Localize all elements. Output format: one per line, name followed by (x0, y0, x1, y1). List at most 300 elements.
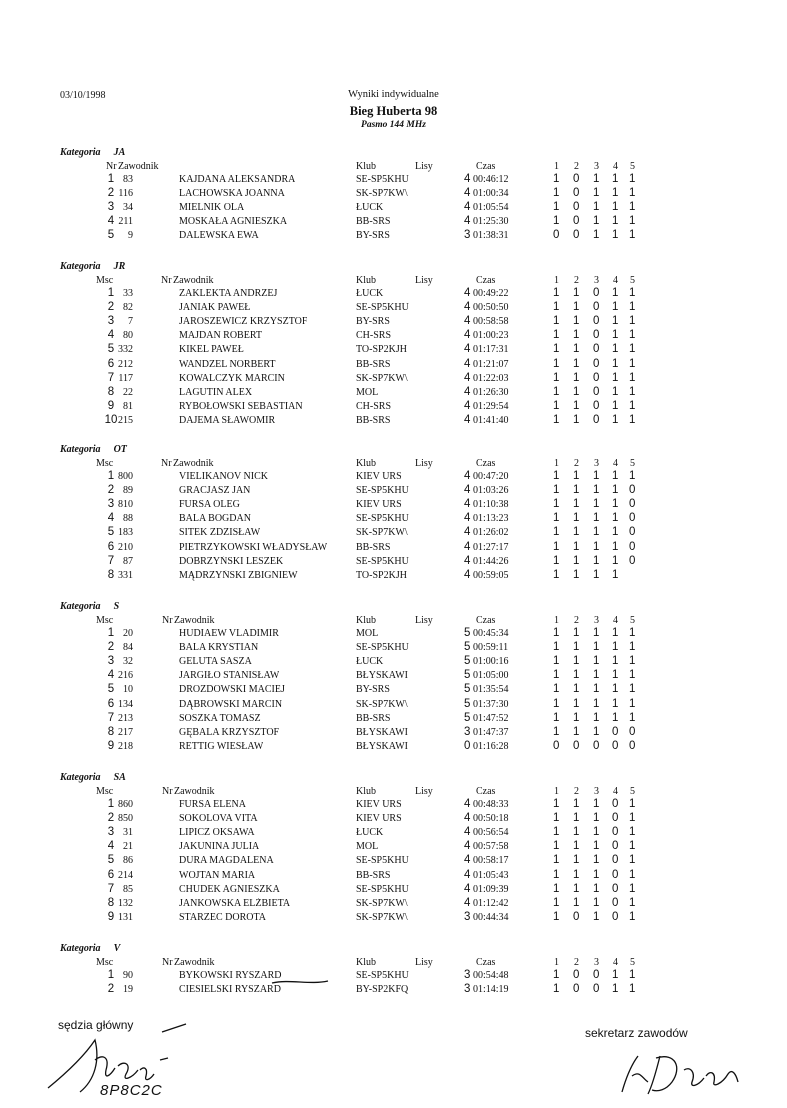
row-name: PIETRZYKOWSKI WŁADYSŁAW (179, 541, 328, 553)
row-fox-5: 1 (629, 215, 636, 228)
row-time: 01:14:19 (473, 984, 509, 996)
row-foxes-count: 4 (464, 840, 471, 853)
col-header-fox-2: 2 (574, 161, 579, 172)
row-fox-4: 1 (612, 969, 619, 981)
col-header-fox-3: 3 (594, 786, 599, 797)
row-fox-5: 1 (629, 413, 636, 426)
row-fox-5: 1 (629, 969, 636, 981)
row-fox-3: 1 (593, 655, 600, 668)
row-fox-5: 1 (629, 882, 636, 895)
row-foxes-count: 4 (464, 287, 471, 299)
col-header-nr: Nr (162, 957, 173, 968)
row-foxes-count: 4 (464, 854, 471, 867)
row-fox-1: 1 (553, 725, 560, 738)
row-fox-2: 1 (573, 868, 580, 881)
row-name: RYBOŁOWSKI SEBASTIAN (179, 400, 303, 412)
row-fox-2: 1 (573, 498, 580, 511)
row-fox-4: 1 (612, 357, 619, 370)
row-fox-3: 0 (593, 371, 600, 384)
col-header-lisy: Lisy (415, 161, 433, 172)
row-club: BB-SRS (356, 216, 391, 228)
row-time: 01:44:26 (473, 555, 509, 567)
row-fox-3: 0 (593, 385, 600, 398)
row-fox-2: 1 (573, 540, 580, 553)
row-time: 01:16:28 (473, 740, 509, 752)
row-time: 01:00:16 (473, 656, 509, 668)
row-place: 7 (107, 371, 115, 384)
row-name: JANIAK PAWEŁ (179, 302, 251, 314)
row-number: 87 (123, 555, 133, 567)
row-foxes-count: 4 (464, 215, 471, 228)
row-fox-3: 1 (593, 896, 600, 909)
row-fox-2: 1 (573, 683, 580, 696)
row-time: 01:03:26 (473, 485, 509, 497)
col-header-fox-4: 4 (613, 161, 618, 172)
row-fox-3: 1 (593, 484, 600, 497)
row-name: LACHOWSKA JOANNA (179, 188, 285, 200)
row-name: KAJDANA ALEKSANDRA (179, 174, 296, 185)
row-fox-3: 1 (593, 173, 600, 185)
row-place: 2 (107, 301, 115, 314)
row-fox-4: 1 (612, 343, 619, 356)
row-club: SE-SP5KHU (356, 513, 409, 525)
row-club: ŁUCK (356, 202, 384, 214)
row-name: BYKOWSKI RYSZARD (179, 970, 282, 981)
row-fox-1: 1 (553, 683, 560, 696)
row-fox-5: 1 (629, 371, 636, 384)
report-date: 03/10/1998 (60, 90, 106, 101)
row-fox-1: 1 (553, 840, 560, 853)
row-fox-4: 1 (612, 568, 619, 581)
row-fox-1: 1 (553, 484, 560, 497)
col-header-zawodnik: Zawodnik (173, 458, 214, 469)
row-fox-2: 1 (573, 399, 580, 412)
report-subtitle: Pasmo 144 MHz (361, 120, 426, 130)
row-time: 01:05:00 (473, 670, 509, 682)
col-header-klub: Klub (356, 458, 376, 469)
row-club: TO-SP2KJH (356, 344, 407, 356)
row-name: SOKOLOVA VITA (179, 813, 258, 825)
row-place: 9 (107, 739, 115, 752)
row-place: 1 (107, 969, 115, 981)
row-place: 3 (107, 201, 115, 214)
row-fox-2: 0 (573, 910, 580, 923)
row-name: DALEWSKA EWA (179, 230, 259, 242)
row-fox-5: 1 (629, 627, 636, 639)
category-title (60, 444, 127, 455)
row-number: 22 (123, 386, 133, 398)
row-fox-2: 1 (573, 512, 580, 525)
row-number: 84 (123, 642, 133, 654)
row-name: KOWALCZYK MARCIN (179, 372, 285, 384)
row-foxes-count: 4 (464, 357, 471, 370)
row-club: SE-SP5KHU (356, 555, 409, 567)
row-time: 00:47:20 (473, 471, 509, 482)
row-name: DROZDOWSKI MACIEJ (179, 684, 285, 696)
row-foxes-count: 4 (464, 399, 471, 412)
row-number: 212 (118, 358, 133, 370)
col-header-lisy: Lisy (415, 786, 433, 797)
row-fox-4: 1 (612, 711, 619, 724)
row-fox-1: 1 (553, 896, 560, 909)
row-fox-1: 0 (553, 739, 560, 752)
row-fox-4: 1 (612, 983, 619, 996)
row-fox-5: 1 (629, 329, 636, 342)
col-header-klub: Klub (356, 957, 376, 968)
col-header-lisy: Lisy (415, 957, 433, 968)
row-fox-4: 0 (612, 882, 619, 895)
row-fox-5: 1 (629, 826, 636, 839)
row-fox-1: 1 (553, 399, 560, 412)
row-name: BALA KRYSTIAN (179, 642, 259, 654)
row-fox-5: 0 (629, 540, 636, 553)
row-place: 1 (107, 173, 115, 185)
row-fox-2: 1 (573, 641, 580, 654)
row-fox-4: 1 (612, 187, 619, 200)
row-fox-4: 1 (612, 315, 619, 328)
category-label: Kategoria (60, 601, 101, 612)
row-number: 213 (118, 712, 133, 724)
row-fox-4: 0 (612, 910, 619, 923)
row-fox-4: 1 (612, 229, 619, 242)
row-fox-1: 1 (553, 540, 560, 553)
row-fox-1: 1 (553, 983, 560, 996)
row-club: BY-SRS (356, 684, 390, 696)
row-number: 90 (123, 970, 133, 981)
secretary-signature (612, 1048, 752, 1100)
row-fox-5: 1 (629, 812, 636, 825)
row-fox-2: 1 (573, 840, 580, 853)
judge-label: sędzia główny (58, 1018, 134, 1032)
row-fox-4: 0 (612, 812, 619, 825)
row-fox-3: 1 (593, 910, 600, 923)
row-fox-4: 0 (612, 798, 619, 810)
category-title (60, 261, 125, 272)
row-fox-1: 1 (553, 641, 560, 654)
row-place: 4 (107, 329, 115, 342)
row-fox-3: 1 (593, 812, 600, 825)
row-fox-4: 1 (612, 641, 619, 654)
row-number: 117 (118, 372, 133, 384)
row-fox-1: 1 (553, 969, 560, 981)
row-club: KIEV URS (356, 471, 402, 482)
row-number: 218 (118, 740, 133, 752)
row-place: 2 (107, 641, 115, 654)
col-header-czas: Czas (476, 786, 496, 797)
row-place: 1 (107, 287, 115, 299)
row-place: 6 (107, 868, 115, 881)
row-fox-5: 1 (629, 655, 636, 668)
row-fox-1: 1 (553, 315, 560, 328)
row-place: 8 (107, 568, 115, 581)
row-number: 134 (118, 698, 133, 710)
row-place: 2 (107, 812, 115, 825)
row-fox-3: 1 (593, 540, 600, 553)
row-fox-5: 1 (629, 357, 636, 370)
row-fox-3: 0 (593, 413, 600, 426)
row-place: 7 (107, 711, 115, 724)
col-header-fox-3: 3 (594, 957, 599, 968)
row-fox-4: 1 (612, 512, 619, 525)
row-fox-1: 1 (553, 669, 560, 682)
row-place: 6 (107, 697, 115, 710)
row-club: SE-SP5KHU (356, 485, 409, 497)
row-fox-5: 1 (629, 187, 636, 200)
col-header-fox-5: 5 (630, 458, 635, 469)
row-foxes-count: 4 (464, 301, 471, 314)
row-fox-2: 1 (573, 329, 580, 342)
row-foxes-count: 4 (464, 512, 471, 525)
row-fox-3: 1 (593, 512, 600, 525)
row-fox-2: 0 (573, 229, 580, 242)
row-name: WANDZEL NORBERT (179, 358, 276, 370)
col-header-fox-5: 5 (630, 786, 635, 797)
row-fox-5: 1 (629, 711, 636, 724)
col-header-czas: Czas (476, 957, 496, 968)
row-number: 210 (118, 541, 133, 553)
row-fox-2: 1 (573, 484, 580, 497)
row-fox-3: 1 (593, 229, 600, 242)
row-foxes-count: 5 (464, 641, 471, 654)
row-foxes-count: 3 (464, 983, 471, 996)
row-name: SOSZKA TOMASZ (179, 712, 261, 724)
col-header-msc: Msc (96, 275, 114, 286)
row-fox-1: 1 (553, 215, 560, 228)
row-time: 00:45:34 (473, 628, 509, 639)
row-time: 01:00:23 (473, 330, 509, 342)
row-fox-3: 1 (593, 683, 600, 696)
row-fox-2: 1 (573, 371, 580, 384)
row-club: SK-SP7KW\ (356, 527, 408, 539)
row-foxes-count: 3 (464, 725, 471, 738)
row-club: SE-SP5KHU (356, 642, 409, 654)
row-fox-3: 0 (593, 739, 600, 752)
row-fox-1: 1 (553, 470, 560, 482)
row-time: 01:13:23 (473, 513, 509, 525)
col-header-fox-3: 3 (594, 458, 599, 469)
row-place: 7 (107, 554, 115, 567)
row-club: BŁYSKAWI (356, 740, 408, 752)
col-header-msc: Msc (96, 957, 114, 968)
row-fox-3: 1 (593, 868, 600, 881)
row-foxes-count: 4 (464, 554, 471, 567)
report-title: Bieg Huberta 98 (349, 104, 438, 118)
row-foxes-count: 4 (464, 173, 471, 185)
row-foxes-count: 4 (464, 343, 471, 356)
row-place: 4 (107, 215, 115, 228)
row-place: 2 (107, 187, 115, 200)
col-header-czas: Czas (476, 161, 496, 172)
row-fox-5: 1 (629, 983, 636, 996)
row-fox-2: 1 (573, 697, 580, 710)
row-club: SE-SP5KHU (356, 855, 409, 867)
col-header-czas: Czas (476, 275, 496, 286)
row-fox-5: 1 (629, 840, 636, 853)
row-fox-3: 1 (593, 669, 600, 682)
row-fox-1: 1 (553, 512, 560, 525)
col-header-msc: Msc (96, 786, 114, 797)
row-time: 00:48:33 (473, 799, 509, 810)
row-fox-3: 0 (593, 315, 600, 328)
row-place: 4 (107, 669, 115, 682)
col-header-nr: Nr (162, 786, 173, 797)
row-fox-4: 1 (612, 470, 619, 482)
row-time: 00:50:18 (473, 813, 509, 825)
row-foxes-count: 4 (464, 187, 471, 200)
row-fox-1: 1 (553, 371, 560, 384)
row-name: JANKOWSKA ELŻBIETA (179, 897, 291, 909)
row-time: 01:26:02 (473, 527, 509, 539)
row-name: BALA BOGDAN (179, 513, 251, 525)
row-time: 01:12:42 (473, 897, 509, 909)
row-club: SK-SP7KW\ (356, 188, 408, 200)
col-header-fox-4: 4 (613, 786, 618, 797)
row-fox-3: 0 (593, 399, 600, 412)
col-header-fox-2: 2 (574, 458, 579, 469)
row-fox-1: 1 (553, 554, 560, 567)
row-club: MOL (356, 841, 379, 853)
row-fox-3: 1 (593, 568, 600, 581)
row-time: 00:59:05 (473, 569, 509, 581)
row-foxes-count: 4 (464, 868, 471, 881)
category-title (60, 943, 120, 954)
row-time: 00:58:17 (473, 855, 509, 867)
row-fox-5: 1 (629, 229, 636, 242)
col-header-fox-5: 5 (630, 615, 635, 626)
row-fox-3: 1 (593, 697, 600, 710)
col-header-klub: Klub (356, 786, 376, 797)
row-fox-4: 1 (612, 413, 619, 426)
row-name: GĘBALA KRZYSZTOF (179, 726, 280, 738)
row-fox-5: 1 (629, 798, 636, 810)
row-fox-5: 1 (629, 896, 636, 909)
row-fox-2: 1 (573, 568, 580, 581)
row-time: 00:46:12 (473, 174, 509, 185)
row-place: 4 (107, 512, 115, 525)
col-header-fox-1: 1 (554, 786, 559, 797)
row-time: 01:05:54 (473, 202, 509, 214)
row-fox-3: 1 (593, 840, 600, 853)
row-foxes-count: 4 (464, 484, 471, 497)
row-club: BŁYSKAWI (356, 670, 408, 682)
row-fox-5: 1 (629, 854, 636, 867)
row-number: 216 (118, 670, 133, 682)
row-name: JAROSZEWICZ KRZYSZTOF (179, 316, 308, 328)
row-fox-1: 1 (553, 301, 560, 314)
row-time: 00:54:48 (473, 970, 509, 981)
row-fox-3: 0 (593, 329, 600, 342)
row-fox-3: 1 (593, 498, 600, 511)
col-header-lisy: Lisy (415, 458, 433, 469)
row-foxes-count: 5 (464, 655, 471, 668)
row-foxes-count: 3 (464, 969, 471, 981)
row-fox-4: 0 (612, 840, 619, 853)
row-fox-4: 1 (612, 399, 619, 412)
row-name: DURA MAGDALENA (179, 855, 274, 867)
col-header-fox-3: 3 (594, 615, 599, 626)
row-time: 01:22:03 (473, 372, 509, 384)
row-place: 3 (107, 826, 115, 839)
row-fox-2: 1 (573, 357, 580, 370)
row-club: TO-SP2KJH (356, 569, 407, 581)
col-header-nr: Nr (106, 161, 117, 172)
row-number: 214 (118, 869, 133, 881)
row-foxes-count: 5 (464, 697, 471, 710)
row-fox-2: 1 (573, 826, 580, 839)
row-fox-2: 1 (573, 798, 580, 810)
row-fox-2: 1 (573, 413, 580, 426)
row-club: SE-SP5KHU (356, 883, 409, 895)
row-fox-4: 1 (612, 287, 619, 299)
row-fox-3: 0 (593, 983, 600, 996)
col-header-fox-3: 3 (594, 275, 599, 286)
row-foxes-count: 4 (464, 882, 471, 895)
col-header-msc: Msc (96, 615, 114, 626)
col-header-fox-4: 4 (613, 957, 618, 968)
row-fox-2: 0 (573, 739, 580, 752)
row-number: 85 (123, 883, 133, 895)
row-time: 00:56:54 (473, 827, 509, 839)
row-club: MOL (356, 628, 379, 639)
row-fox-4: 1 (612, 697, 619, 710)
row-club: SE-SP5KHU (356, 970, 409, 981)
row-fox-5: 1 (629, 868, 636, 881)
row-foxes-count: 4 (464, 798, 471, 810)
col-header-lisy: Lisy (415, 275, 433, 286)
row-club: MOL (356, 386, 379, 398)
category-code: JR (113, 261, 126, 272)
row-number: 86 (123, 855, 133, 867)
row-fox-4: 1 (612, 329, 619, 342)
row-fox-1: 1 (553, 173, 560, 185)
row-foxes-count: 4 (464, 315, 471, 328)
row-time: 00:44:34 (473, 911, 509, 923)
row-fox-3: 1 (593, 725, 600, 738)
row-place: 1 (107, 627, 115, 639)
row-club: CH-SRS (356, 400, 392, 412)
row-foxes-count: 4 (464, 371, 471, 384)
judge-underline (160, 1022, 190, 1034)
row-place: 3 (107, 498, 115, 511)
col-header-klub: Klub (356, 161, 376, 172)
row-number: 21 (123, 841, 133, 853)
row-place: 9 (107, 910, 115, 923)
row-name: SITEK ZDZISŁAW (179, 527, 261, 539)
col-header-zawodnik: Zawodnik (174, 786, 215, 797)
row-place: 2 (107, 484, 115, 497)
row-club: BB-SRS (356, 869, 391, 881)
row-number: 800 (118, 471, 133, 482)
row-fox-5: 1 (629, 470, 636, 482)
row-fox-2: 1 (573, 301, 580, 314)
row-time: 00:57:58 (473, 841, 509, 853)
row-fox-1: 1 (553, 287, 560, 299)
strike-mark (270, 975, 330, 989)
row-time: 01:17:31 (473, 344, 509, 356)
row-foxes-count: 4 (464, 540, 471, 553)
row-place: 7 (107, 882, 115, 895)
row-name: STARZEC DOROTA (179, 911, 267, 923)
row-name: DĄBROWSKI MARCIN (179, 698, 283, 710)
row-place: 8 (107, 385, 115, 398)
row-foxes-count: 5 (464, 711, 471, 724)
row-fox-4: 1 (612, 385, 619, 398)
row-club: BB-SRS (356, 712, 391, 724)
row-fox-3: 1 (593, 854, 600, 867)
category-title (60, 601, 119, 612)
category-title (60, 147, 125, 158)
row-fox-2: 1 (573, 554, 580, 567)
